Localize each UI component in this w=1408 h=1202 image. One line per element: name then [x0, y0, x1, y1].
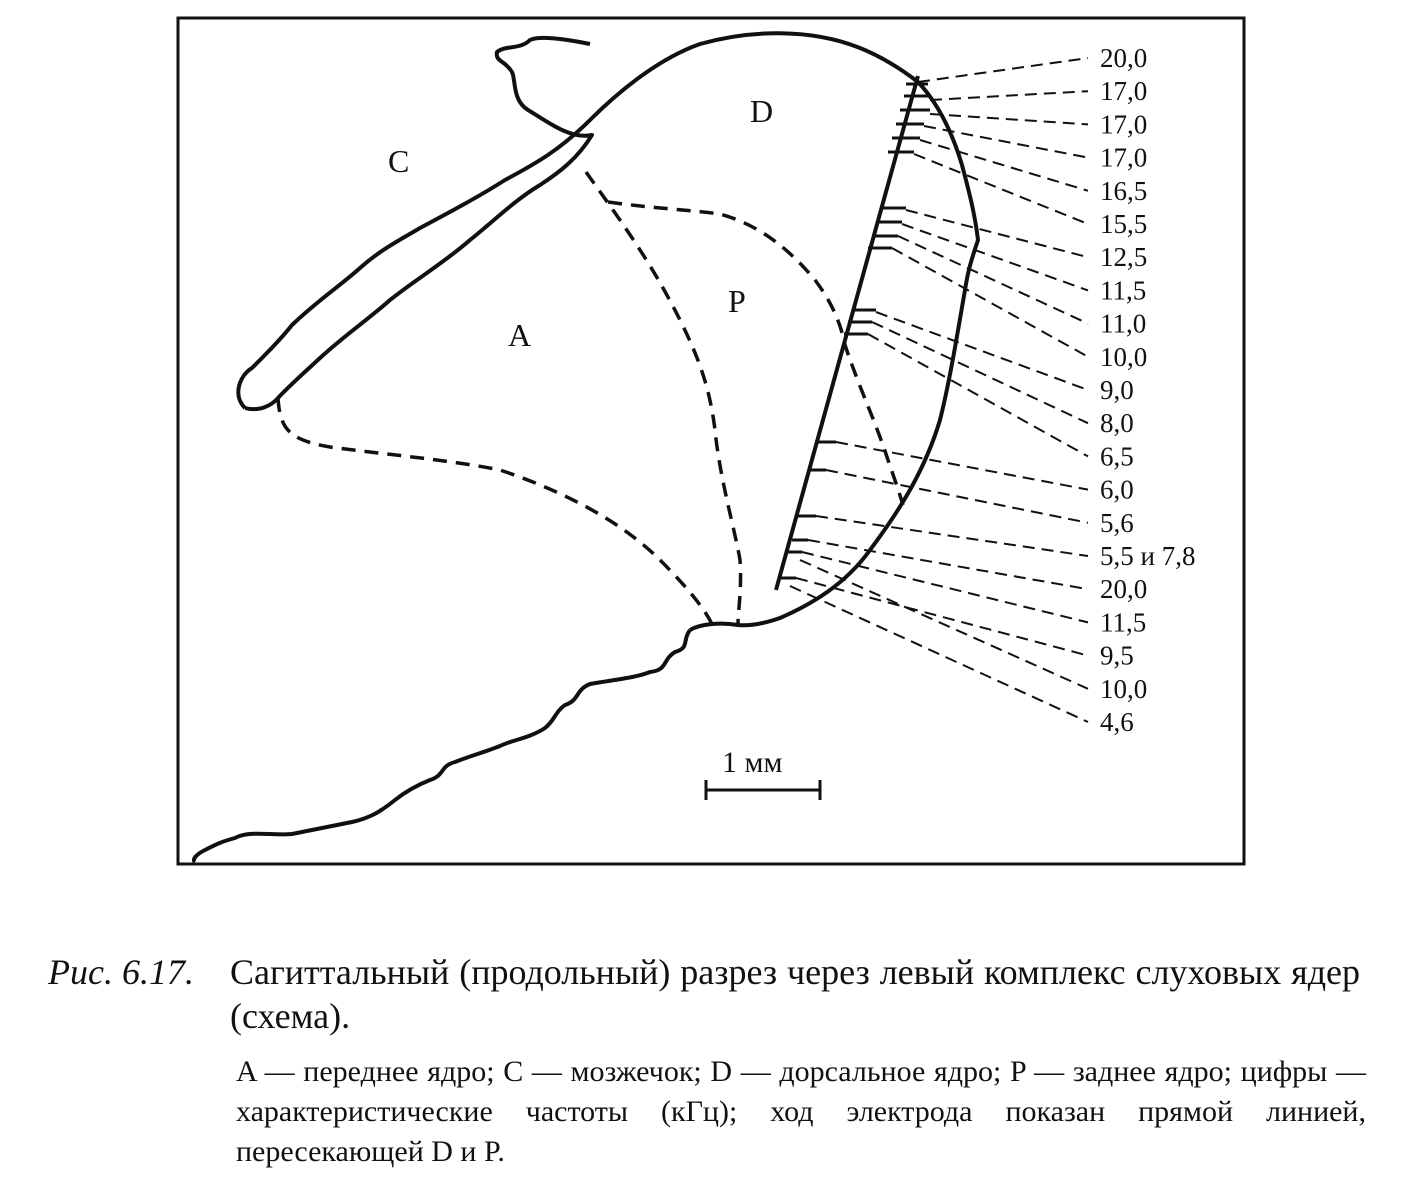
- frequency-label: 11,5: [1100, 607, 1147, 638]
- frequency-label: 5,5 и 7,8: [1100, 541, 1196, 571]
- frequency-label: 17,0: [1100, 142, 1148, 173]
- caption-title: Сагиттальный (продольный) разрез через левый комплекс слуховых ядер (схема).: [230, 952, 1360, 1036]
- frequency-leader-line: [930, 91, 1088, 100]
- frequency-label: 5,6: [1100, 507, 1134, 538]
- frequency-leader-line: [920, 140, 1088, 191]
- cerebellum-outline: [245, 38, 592, 409]
- frequency-leader-line: [918, 58, 1088, 82]
- frequency-label: 10,0: [1100, 673, 1148, 704]
- frequency-label: 16,5: [1100, 175, 1148, 206]
- frequency-leader-line: [868, 334, 1088, 456]
- brainstem-outline: [194, 630, 690, 862]
- frequency-label: 4,6: [1100, 707, 1134, 737]
- frequency-leader-line: [826, 470, 1088, 523]
- frequency-label: 10,0: [1100, 341, 1148, 372]
- region-label-d: D: [750, 93, 774, 129]
- region-label-c: C: [388, 143, 410, 179]
- frequency-leader-line: [906, 210, 1088, 257]
- boundary-p-d: [608, 202, 903, 505]
- frequency-label: 6,5: [1100, 441, 1134, 472]
- frequency-leader-line: [816, 516, 1088, 556]
- frequency-label: 12,5: [1100, 242, 1148, 273]
- frequency-leader-line: [876, 312, 1088, 390]
- scale-bar: [706, 780, 820, 800]
- frequency-label: 6,0: [1100, 474, 1134, 505]
- frequency-leader-line: [800, 560, 1088, 689]
- boundary-a-p: [586, 172, 741, 625]
- boundary-a-base: [278, 398, 712, 624]
- frequency-label: 15,5: [1100, 209, 1148, 239]
- frequency-leader-lines: [790, 58, 1088, 722]
- region-label-p: P: [728, 283, 746, 319]
- scale-bar-label: 1 мм: [722, 746, 783, 779]
- frequency-label: 9,5: [1100, 640, 1134, 671]
- caption-label: Рис. 6.17.: [48, 952, 194, 992]
- frequency-label: 11,5: [1100, 275, 1147, 306]
- figure-caption: [48, 950, 1378, 1172]
- frequency-leader-line: [892, 248, 1088, 357]
- frequency-leader-line: [924, 126, 1088, 158]
- frequency-leader-line: [790, 586, 1088, 722]
- figure-frame: [178, 18, 1244, 864]
- frequency-label: 17,0: [1100, 109, 1148, 140]
- region-label-a: A: [508, 317, 532, 353]
- internal-boundaries: [278, 172, 903, 625]
- frequency-leader-line: [836, 442, 1088, 490]
- frequency-label: 20,0: [1100, 574, 1148, 605]
- frequency-leader-line: [872, 322, 1088, 423]
- frequency-label: 9,0: [1100, 375, 1134, 405]
- frequency-label: 20,0: [1100, 43, 1148, 73]
- frequency-labels: [1100, 43, 1195, 737]
- frequency-leader-line: [930, 114, 1088, 124]
- frequency-leader-line: [796, 578, 1088, 656]
- frequency-label: 11,0: [1100, 308, 1147, 339]
- electrode-ticks: [780, 84, 930, 578]
- frequency-label: 8,0: [1100, 408, 1134, 439]
- caption-legend: A — переднее ядро; C — мозжечок; D — дорсальное ядро; P — заднее ядро; цифры — характеристические частоты (кГц); ход электрода показан прямой линией, пересекающей D и P.: [236, 1055, 1366, 1168]
- frequency-label: 17,0: [1100, 76, 1148, 107]
